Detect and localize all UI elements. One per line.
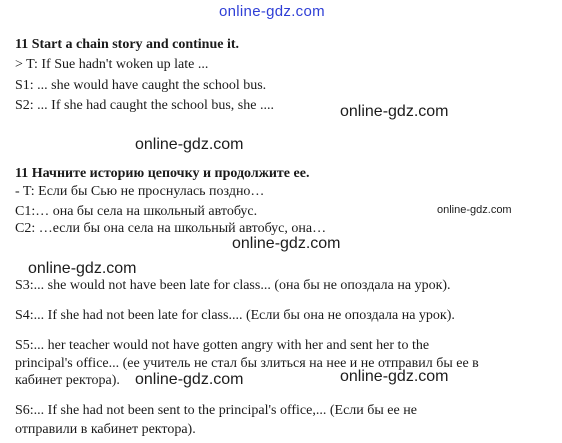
continuation-line: отправили в кабинет ректора).: [15, 422, 196, 437]
russian-line: C2: …если бы она села на школьный автобус, она…: [15, 221, 327, 236]
watermark: online-gdz.com: [28, 260, 137, 277]
english-line: S1: ... she would have caught the school bus.: [15, 78, 267, 93]
continuation-line: кабинет ректора).: [15, 373, 120, 388]
watermark: online-gdz.com: [219, 3, 325, 20]
watermark: online-gdz.com: [232, 235, 341, 252]
russian-heading: 11 Начните историю цепочку и продолжите ее.: [15, 166, 310, 181]
continuation-line: S4:... If she had not been late for class.... (Если бы она не опоздала на урок).: [15, 308, 455, 323]
english-heading: 11 Start a chain story and continue it.: [15, 37, 240, 52]
continuation-line: principal's office... (ее учитель не стал бы злиться на нее и не отправил бы ее в: [15, 356, 479, 371]
english-line: S2: ... If she had caught the school bus, she ....: [15, 98, 274, 113]
continuation-line: S3:... she would not have been late for class... (она бы не опоздала на урок).: [15, 278, 451, 293]
watermark: online-gdz.com: [340, 368, 449, 385]
watermark: online-gdz.com: [135, 136, 244, 153]
watermark: online-gdz.com: [437, 204, 512, 216]
watermark: online-gdz.com: [135, 371, 244, 388]
english-line: > T: If Sue hadn't woken up late ...: [15, 57, 209, 72]
russian-line: - T: Если бы Сью не проснулась поздно…: [15, 184, 265, 199]
watermark: online-gdz.com: [340, 103, 449, 120]
continuation-line: S5:... her teacher would not have gotten angry with her and sent her to the: [15, 338, 430, 353]
russian-line: C1:… она бы села на школьный автобус.: [15, 204, 258, 219]
continuation-line: S6:... If she had not been sent to the principal's office,... (Если бы ее не: [15, 403, 417, 418]
